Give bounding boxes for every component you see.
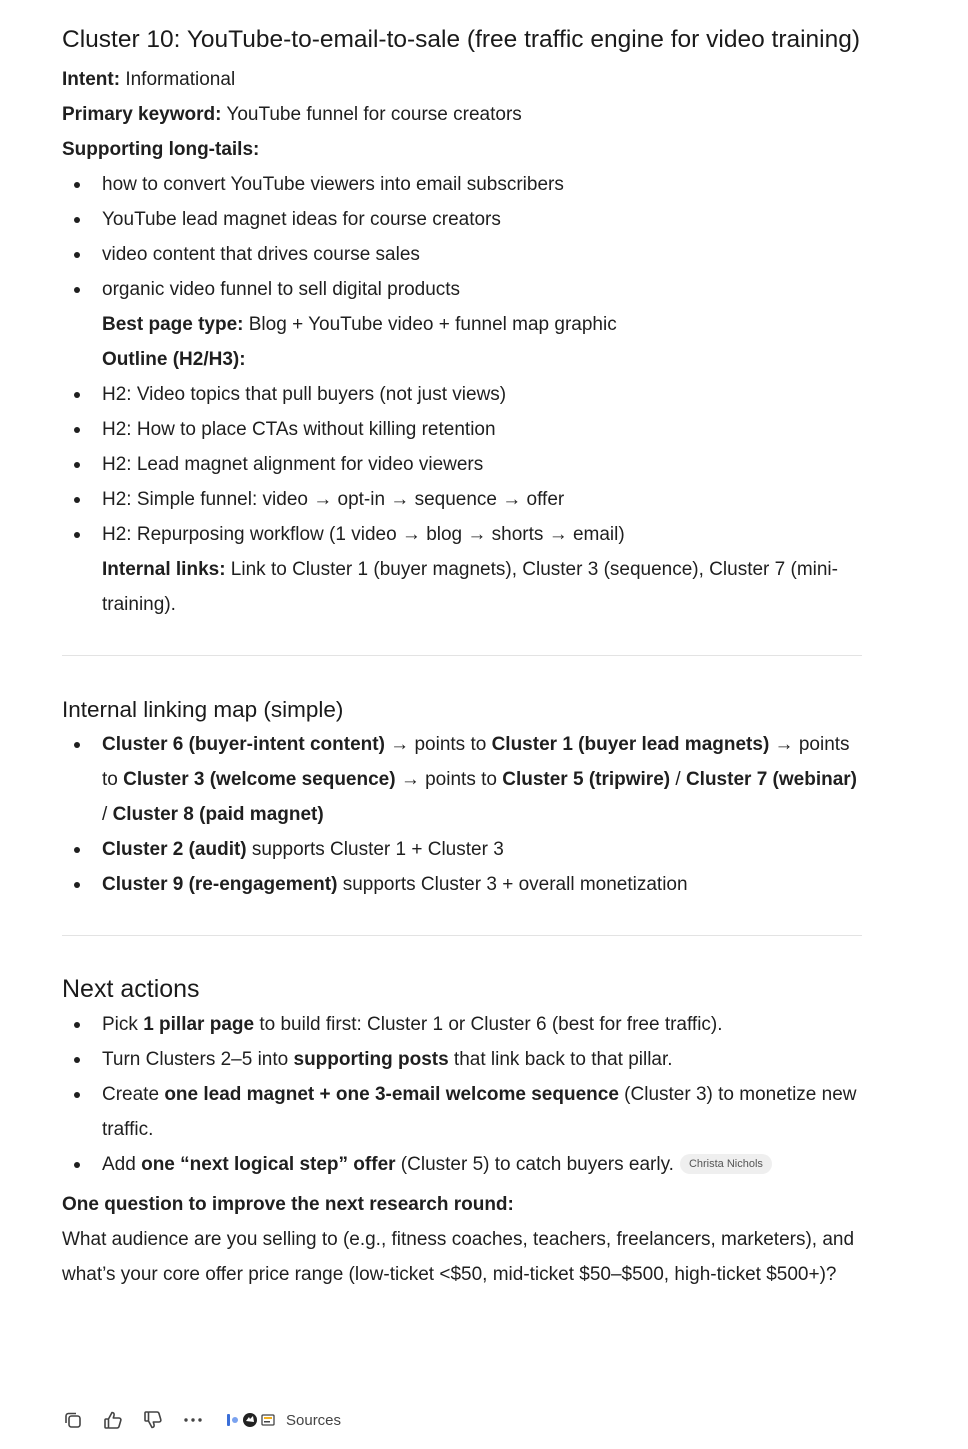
more-button[interactable] (182, 1404, 222, 1436)
linking-map-list (62, 727, 862, 902)
list-item: video content that drives course sales (62, 237, 862, 272)
linking-map-title: Internal linking map (simple) (62, 697, 344, 722)
thumbs-up-icon (102, 1409, 124, 1431)
sources-button[interactable] (226, 1404, 341, 1436)
list-item: H2: Simple funnel: video → opt-in → sequence → offer (62, 482, 862, 517)
outline-list (62, 377, 862, 552)
best-page-type-line (62, 307, 862, 342)
source-favicons (226, 1412, 276, 1428)
source-favicon-icon (226, 1412, 240, 1428)
list-item: how to convert YouTube viewers into email subscribers (62, 167, 862, 202)
source-favicon-icon (260, 1412, 276, 1428)
list-item: Create one lead magnet + one 3-email welcome sequence (Cluster 3) to monetize new traffic. (62, 1077, 862, 1147)
supporting-label: Supporting long-tails: (62, 139, 260, 160)
intent-label: Intent: (62, 69, 121, 90)
internal-links-value: Link to Cluster 1 (buyer magnets), Cluster 3 (sequence), Cluster 7 (mini-training). (102, 559, 838, 615)
intent-line (62, 62, 862, 97)
list-item: H2: How to place CTAs without killing retention (62, 412, 862, 447)
primary-keyword-label: Primary keyword: (62, 104, 222, 125)
thumbs-up-button[interactable] (102, 1404, 142, 1436)
list-item: YouTube lead magnet ideas for course creators (62, 202, 862, 237)
intent-value: Informational (120, 69, 236, 90)
long-tails-list (62, 167, 862, 307)
cluster-10-title: Cluster 10: YouTube-to-email-to-sale (free traffic engine for video training) (62, 26, 861, 53)
copy-button[interactable] (62, 1404, 102, 1436)
citation-badge[interactable]: Christa Nichols (680, 1154, 772, 1174)
list-item: H2: Video topics that pull buyers (not just views) (62, 377, 862, 412)
list-item: Cluster 6 (buyer-intent content) → points to Cluster 1 (buyer lead magnets) → points to Cluster 3 (welcome sequence) → points to Cluster 5 (tripwire) / Cluster 7 (webinar) / Cluster 8 (paid magnet) (62, 727, 862, 832)
response-content (62, 0, 862, 1292)
best-page-type-label: Best page type: (102, 314, 244, 335)
question-text: What audience are you selling to (e.g., fitness coaches, teachers, freelancers, marketers), and what’s your core offer price range (low-ticket <$50, mid-ticket $50–$500, high-ticket $500+)? (62, 1229, 855, 1285)
list-item: Cluster 2 (audit) supports Cluster 1 + Cluster 3 (62, 832, 862, 867)
list-item: H2: Repurposing workflow (1 video → blog → shorts → email) (62, 517, 862, 552)
list-item: Cluster 9 (re-engagement) supports Cluster 3 + overall monetization (62, 867, 862, 902)
next-actions-list (62, 1007, 862, 1182)
sources-label: Sources (286, 1411, 342, 1429)
copy-icon (62, 1409, 84, 1431)
question-label: One question to improve the next research round: (62, 1194, 514, 1215)
primary-keyword-line (62, 97, 862, 132)
more-icon (182, 1409, 204, 1431)
outline-label: Outline (H2/H3): (102, 349, 246, 370)
list-item: Turn Clusters 2–5 into supporting posts that link back to that pillar. (62, 1042, 862, 1077)
list-item: H2: Lead magnet alignment for video viewers (62, 447, 862, 482)
internal-links-line (62, 552, 862, 622)
internal-links-label: Internal links: (102, 559, 226, 580)
section-divider (62, 935, 862, 936)
list-item: Pick 1 pillar page to build first: Cluster 1 or Cluster 6 (best for free traffic). (62, 1007, 862, 1042)
best-page-type-value: Blog + YouTube video + funnel map graphic (243, 314, 617, 335)
response-toolbar (62, 1404, 341, 1436)
thumbs-down-icon (142, 1409, 164, 1431)
primary-keyword-value: YouTube funnel for course creators (221, 104, 522, 125)
list-item: Add one “next logical step” offer (Cluster 5) to catch buyers early. Christa Nichols (62, 1147, 862, 1182)
source-favicon-icon (242, 1412, 258, 1428)
thumbs-down-button[interactable] (142, 1404, 182, 1436)
section-divider (62, 655, 862, 656)
list-item: organic video funnel to sell digital products (62, 272, 862, 307)
next-actions-title: Next actions (62, 975, 200, 1003)
